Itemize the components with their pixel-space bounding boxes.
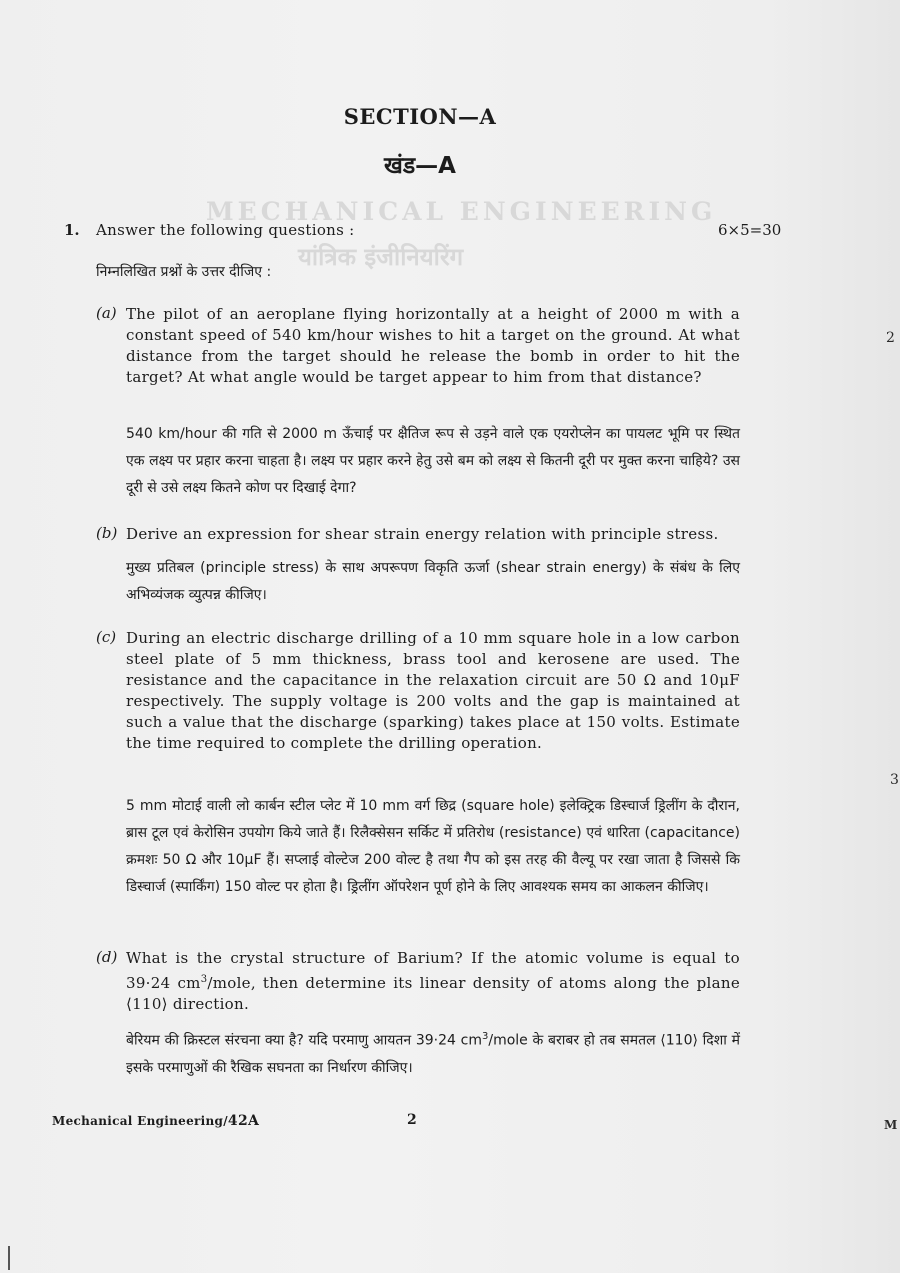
part-a-english: The pilot of an aeroplane flying horizontally at a height of 2000 m with a constant speed of 540 km/hour wishes to hit a target on the ground. At what distance from the target should he release the bomb in order to hit the target? At what angle would be target appear to him from that distance? [126,305,740,386]
part-d-english-pre: What is the crystal structure of Barium? If the atomic volume is equal to 39·24 cm [126,949,740,992]
section-title-hindi: खंड—A [384,153,456,179]
footer-subject: Mechanical Engineering/ [52,1114,228,1128]
part-d-english [126,948,740,1015]
section-title: SECTION—A [343,104,497,129]
part-d-english-post: /mole, then determine its linear density of atoms along the plane ⟨110⟩ direction. [126,974,740,1013]
question-text-hindi: निम्नलिखित प्रश्नों के उत्तर दीजिए : [96,264,272,280]
part-d-hindi-post: /mole के बराबर हो तब समतल ⟨110⟩ दिशा में इसके परमाणुओं की रैखिक सघनता का निर्धारण कीजिए। [126,1032,740,1076]
question-marks: 6×5=30 [718,221,782,239]
margin-mark-3: 3 [890,772,899,788]
part-d-label: (d) [96,948,118,966]
margin-mark-2: 2 [886,330,895,346]
bleed-through-heading: MECHANICAL ENGINEERING [206,197,717,226]
part-c-label: (c) [96,628,117,646]
footer-code: 42A [227,1113,260,1129]
question-text: Answer the following questions : [96,221,355,239]
part-a-hindi: 540 km/hour की गति से 2000 m ऊँचाई पर क्षैतिज रूप से उड़ने वाले एक एयरोप्लेन का पायलट भूमि पर स्थित एक लक्ष्य पर प्रहार करना चाहता है। लक्ष्य पर प्रहार करने हेतु उसे बम को लक्ष्य से कितनी दूरी पर मुक्त करना चाहिये? उस दूरी से उसे लक्ष्य कितने कोण पर दिखाई देगा? [126,426,740,496]
part-b-english: Derive an expression for shear strain energy relation with principle stress. [126,525,719,543]
part-d-hindi-pre: बेरियम की क्रिस्टल संरचना क्या है? यदि परमाणु आयतन 39·24 cm [126,1032,482,1049]
scan-edge-line [8,1246,10,1270]
bleed-through-heading-hindi: यांत्रिक इंजीनियरिंग [298,243,464,271]
footer-paper-name [52,1113,259,1129]
question-number: 1. [64,221,80,239]
part-b-hindi: मुख्य प्रतिबल (principle stress) के साथ अपरूपण विकृति ऊर्जा (shear strain energy) के संबंध के लिए अभिव्यंजक व्युत्पन्न कीजिए। [126,560,740,603]
part-a-label: (a) [96,304,117,322]
part-c-english: During an electric discharge drilling of a 10 mm square hole in a low carbon steel plate of 5 mm thickness, brass tool and kerosene are used. The resistance and the capacitance in the relaxation circuit are 50 Ω and 10μF respectively. The supply voltage is 200 volts and the gap is maintained at such a value that the discharge (sparking) takes place at 150 volts. Estimate the time required to complete the drilling operation. [126,629,740,752]
margin-mark-m: M [884,1118,898,1132]
part-d-hindi-sup: 3 [482,1031,489,1042]
part-d-hindi [126,1023,740,1082]
footer-page-number: 2 [407,1112,417,1128]
part-b-label: (b) [96,524,118,542]
part-c-hindi: 5 mm मोटाई वाली लो कार्बन स्टील प्लेट में 10 mm वर्ग छिद्र (square hole) इलेक्ट्रिक डिस्चार्ज ड्रिलींग के दौरान, ब्रास टूल एवं केरोसिन उपयोग किये जाते हैं। रिलैक्सेसन सर्किट में प्रतिरोध (resistance) एवं धारिता (capacitance) क्रमशः 50 Ω और 10μF हैं। सप्लाई वोल्टेज 200 वोल्ट है तथा गैप को इस तरह की वैल्यू पर रखा जाता है जिससे कि डिस्चार्ज (स्पार्किंग) 150 वोल्ट पर होता है। ड्रिलींग ऑपरेशन पूर्ण होने के लिए आवश्यक समय का आकलन कीजिए। [126,798,740,895]
part-d-english-sup: 3 [200,974,208,985]
